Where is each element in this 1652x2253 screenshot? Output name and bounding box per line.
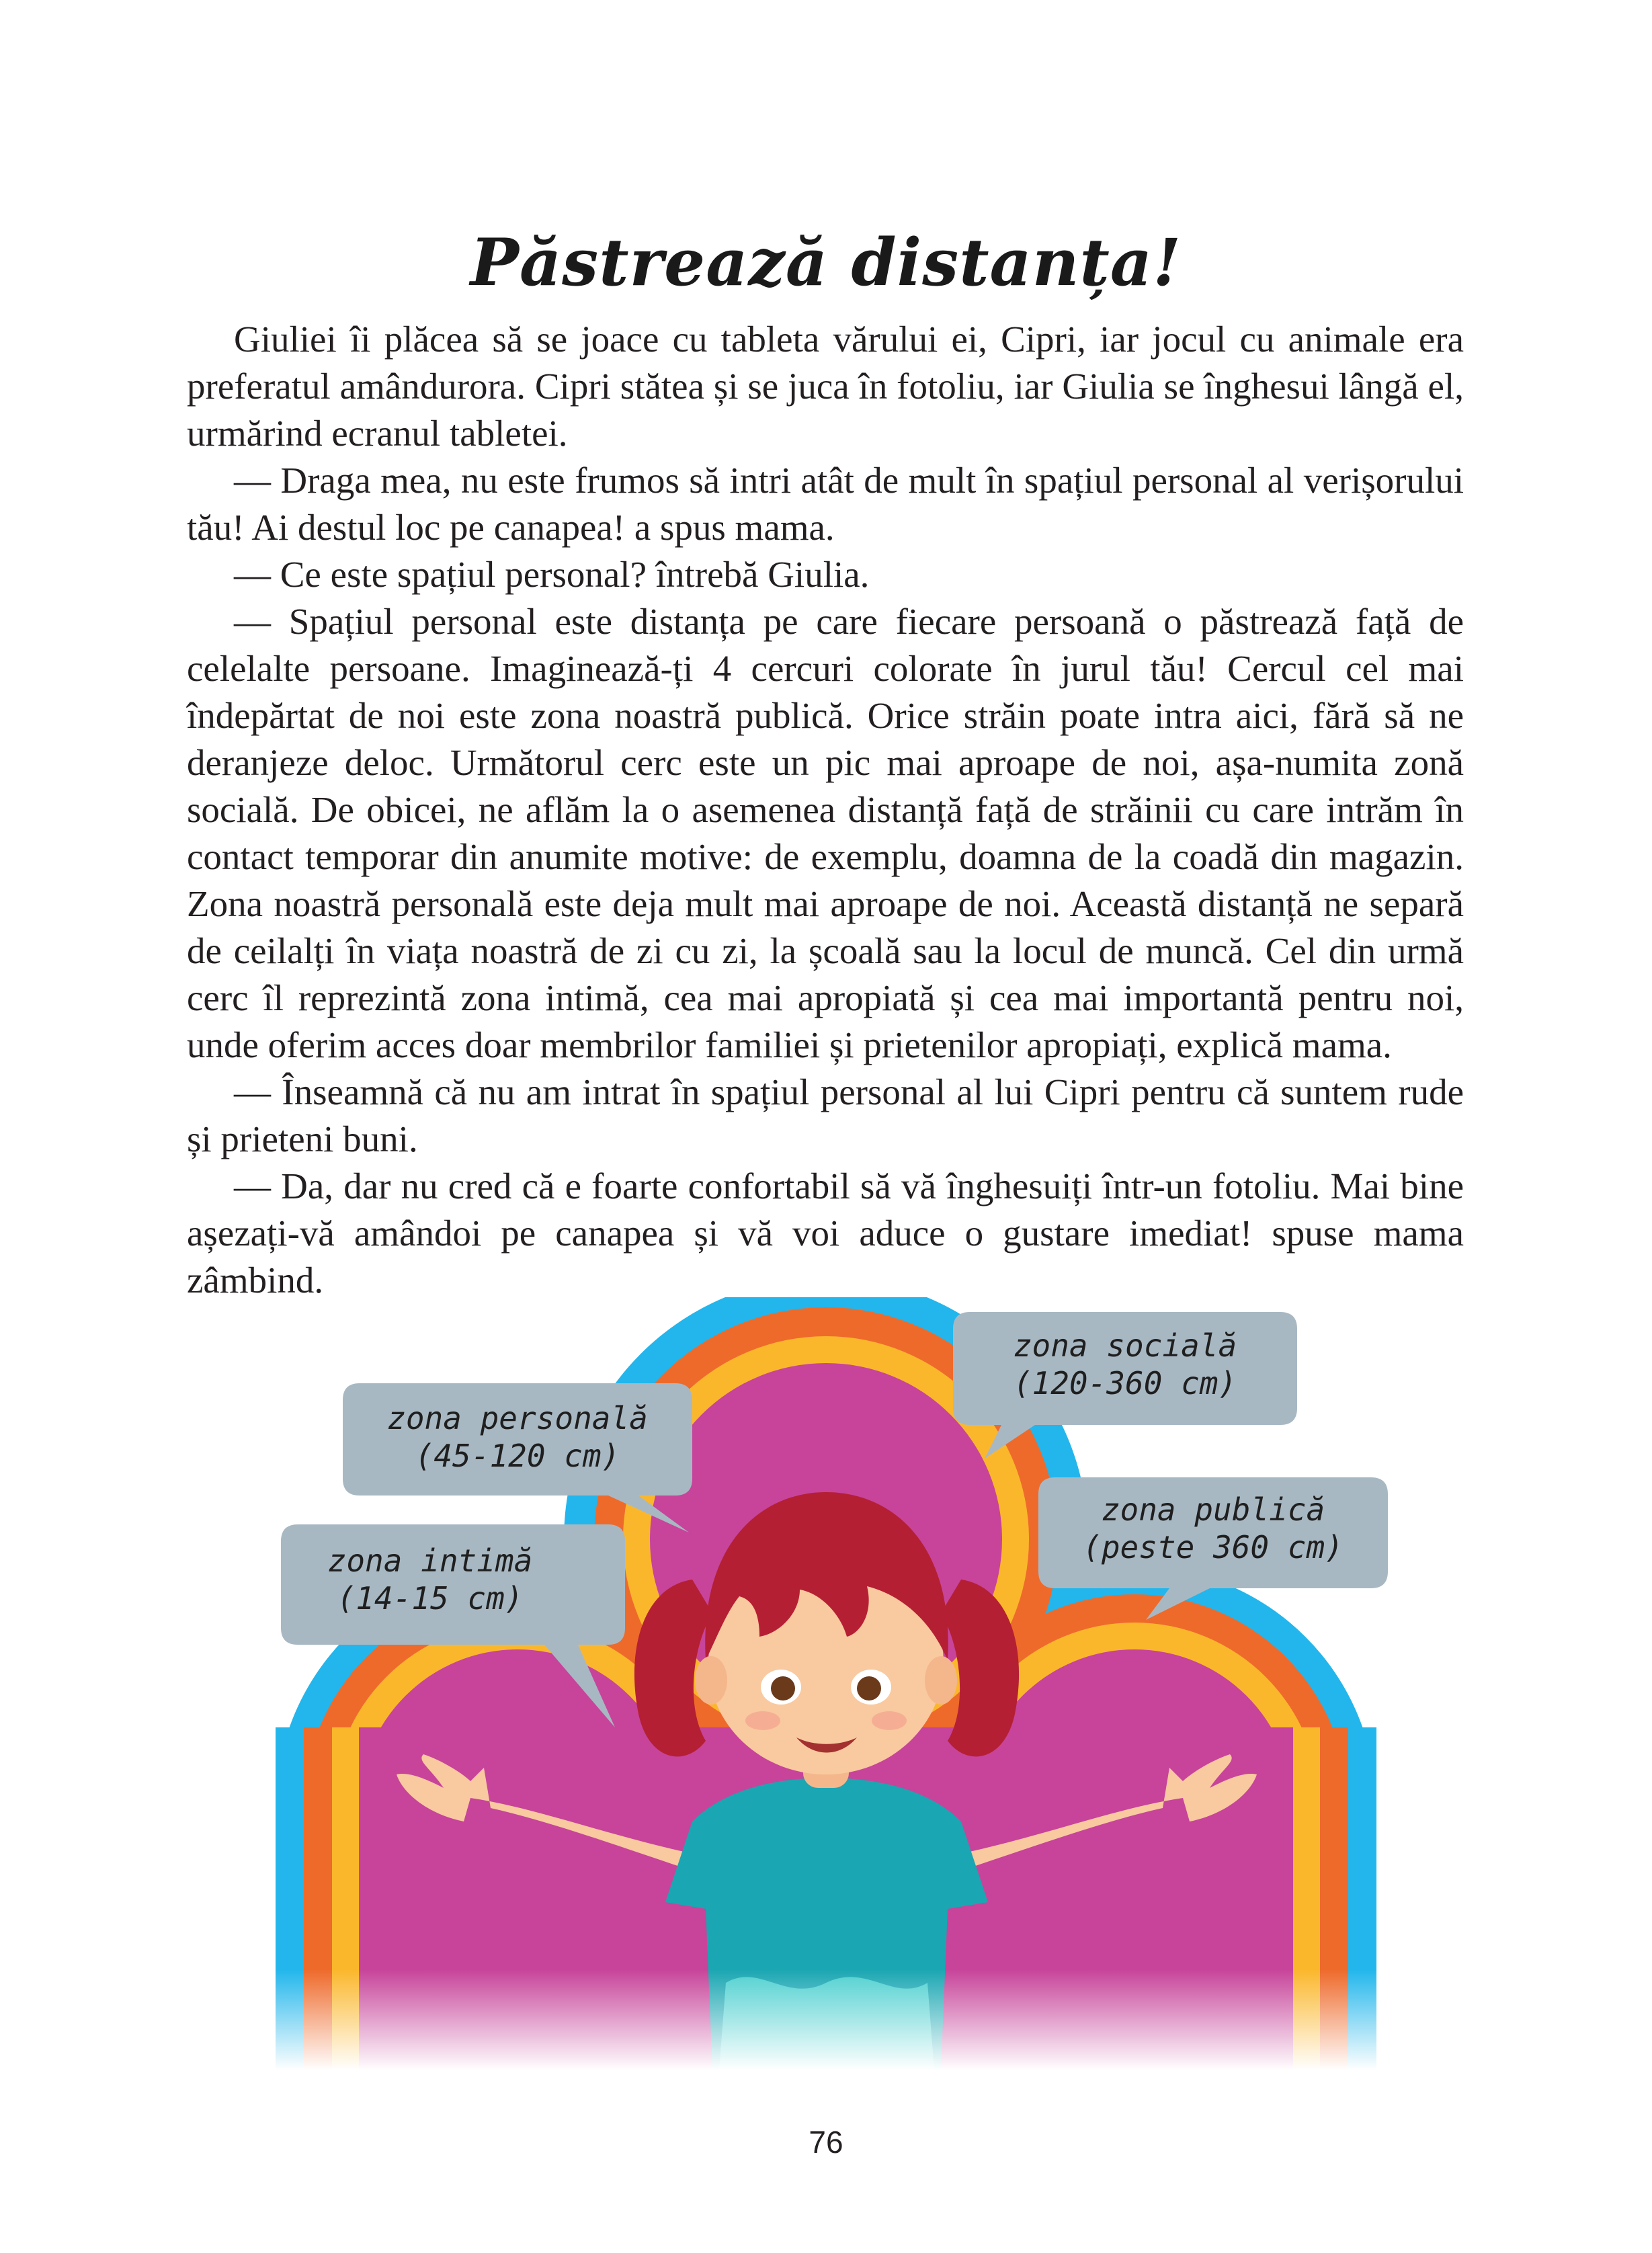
bubble-zona-sociala bbox=[953, 1312, 1297, 1459]
paragraph: Giuliei îi plăcea să se joace cu tableta vărului ei, Cipri, iar jocul cu animale era preferatul amândurora. Cipri stătea și se juca în fotoliu, iar Giulia se înghesui lângă el, urmărind ecranul tabletei. bbox=[187, 319, 1464, 454]
page-number: 76 bbox=[809, 2125, 843, 2160]
bubble-line: (14-15 cm) bbox=[337, 1580, 524, 1616]
personal-space-illustration bbox=[0, 1297, 1652, 2070]
bubble-line: zona socială bbox=[1013, 1327, 1237, 1364]
right-pupil bbox=[857, 1676, 881, 1701]
bubble-line: zona personală bbox=[387, 1400, 648, 1436]
paragraph: — Spațiul personal este distanța pe care fiecare persoană o păstrează față de celelalte persoane. Imaginează-ți 4 cercuri colorate în jurul tău! Cercul cel mai îndepărtat de noi este zona noastră publică. Orice străin poate intra aici, fără să ne deranjeze deloc. Următorul cerc este un pic mai aproape de noi, așa-numita zonă socială. De obicei, ne aflăm la o asemenea distanță față de străinii cu care intrăm în contact temporar din anumite motive: de exemplu, doamna de la coadă din magazin. Zona noastră personală este deja mult mai aproape de noi. Această distanță ne separă de ceilalți în viața noastră de zi cu zi, la școală sau la locul de muncă. Cel din urmă cerc îl reprezintă zona intimă, cea mai apropiată și cea mai importantă pentru noi, unde oferim acces doar membrilor familiei și prietenilor apropiați, explică mama. bbox=[187, 601, 1464, 1065]
paragraph: — Da, dar nu cred că e foarte confortabil să vă înghesuiți într-un fotoliu. Mai bine așezați-vă amândoi pe canapea și vă voi aduce o gustare imediat! spuse mama zâmbind. bbox=[187, 1165, 1464, 1301]
bubble-line: (45-120 cm) bbox=[415, 1438, 620, 1474]
paragraph: — Înseamnă că nu am intrat în spațiul personal al lui Cipri pentru că suntem rude și prieteni buni. bbox=[187, 1071, 1464, 1159]
right-ear bbox=[925, 1656, 957, 1705]
bubble-line: (120-360 cm) bbox=[1013, 1365, 1237, 1401]
story-text bbox=[187, 316, 1464, 1304]
bubble-line: (peste 360 cm) bbox=[1083, 1529, 1344, 1565]
left-cheek bbox=[745, 1711, 780, 1730]
left-pupil bbox=[771, 1676, 795, 1701]
bottom-fade bbox=[0, 1969, 1652, 2070]
page-title: Păstrează distanța! bbox=[470, 224, 1182, 301]
paragraph: — Ce este spațiul personal? întrebă Giulia. bbox=[234, 554, 870, 595]
right-cheek bbox=[872, 1711, 907, 1730]
paragraph: — Draga mea, nu este frumos să intri atât de mult în spațiul personal al verișorului tău! Ai destul loc pe canapea! a spus mama. bbox=[187, 460, 1464, 548]
bubble-line: zona intimă bbox=[327, 1543, 533, 1579]
left-ear bbox=[695, 1656, 727, 1705]
bubble-line: zona publică bbox=[1101, 1491, 1325, 1528]
